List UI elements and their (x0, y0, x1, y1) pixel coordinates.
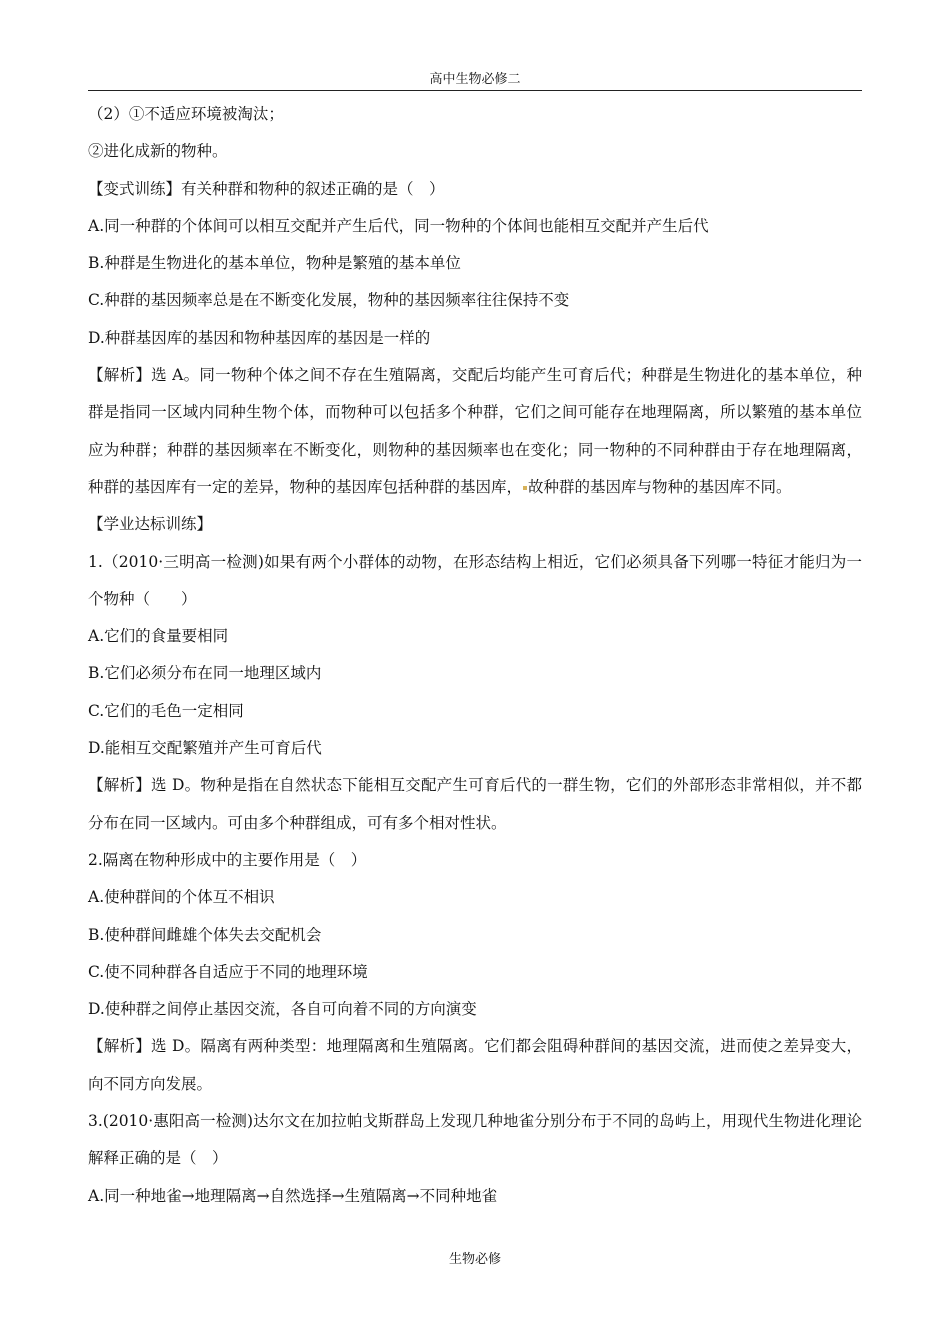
section-heading: 【学业达标训练】 (88, 515, 213, 534)
analysis-1-text: 【解析】选 A。同一物种个体之间不存在生殖隔离，交配后均能产生可育后代；种群是生物进化的基本单位，种群是指同一区域内同种生物个体，而物种可以包括多个种群，它们之间可能存在地理隔离，所以繁殖的基本单位应为种群；种群的基因频率在不断变化，则物种的基因频率也在变化；同一物种的不同种群由于存在地理隔离，种群的基因库有一定的差异，物种的基因库包括种群的基因库， (88, 366, 862, 496)
q2-analysis: 【解析】选 D。隔离有两种类型：地理隔离和生殖隔离。它们都会阻碍种群间的基因交流，进而使之差异变大，向不同方向发展。 (88, 1037, 862, 1093)
question-2: 2.隔离在物种形成中的主要作用是（ ） (88, 850, 367, 869)
option-c: C.种群的基因频率总是在不断变化发展，物种的基因频率往往保持不变 (88, 291, 570, 310)
exercise-question: 【变式训练】有关种群和物种的叙述正确的是（ ） (88, 179, 445, 198)
page-header (88, 72, 862, 91)
q1-option-a: A.它们的食量要相同 (88, 627, 229, 646)
analysis-1-tail: 故种群的基因库与物种的基因库不同。 (528, 477, 792, 496)
option-a: A.同一种群的个体间可以相互交配并产生后代，同一物种的个体间也能相互交配并产生后代 (88, 216, 709, 235)
answer-line-1: （2）①不适应环境被淘汰； (88, 105, 284, 123)
q3-option-a: A.同一种地雀→地理隔离→自然选择→生殖隔离→不同种地雀 (88, 1186, 498, 1205)
ink-speck (523, 486, 527, 490)
page-footer (0, 1248, 950, 1267)
answer-line-2: ②进化成新的物种。 (88, 142, 228, 161)
q1-analysis: 【解析】选 D。物种是指在自然状态下能相互交配产生可育后代的一群生物，它们的外部形态非常相似，并不都分布在同一区域内。可由多个种群组成，可有多个相对性状。 (88, 776, 862, 832)
q2-option-a: A.使种群间的个体互不相识 (88, 888, 275, 907)
q2-option-d: D.使种群之间停止基因交流，各自可向着不同的方向演变 (88, 1000, 477, 1019)
q1-option-b: B.它们必须分布在同一地理区域内 (88, 664, 322, 683)
analysis-paragraph-1 (88, 357, 862, 506)
option-b: B.种群是生物进化的基本单位，物种是繁殖的基本单位 (88, 254, 461, 273)
q2-option-c: C.使不同种群各自适应于不同的地理环境 (88, 962, 368, 981)
question-1: 1.（2010·三明高一检测)如果有两个小群体的动物，在形态结构上相近，它们必须具备下列哪一特征才能归为一个物种（ ） (88, 552, 862, 608)
question-3: 3.(2010·惠阳高一检测)达尔文在加拉帕戈斯群岛上发现几种地雀分别分布于不同的岛屿上，用现代生物进化理论解释正确的是（ ） (88, 1112, 862, 1168)
option-d: D.种群基因库的基因和物种基因库的基因是一样的 (88, 328, 431, 347)
header-title: 高中生物必修二 (429, 72, 521, 87)
footer-text: 生物必修 (448, 1252, 501, 1267)
q2-option-b: B.使种群间雌雄个体失去交配机会 (88, 925, 322, 944)
q1-option-c: C.它们的毛色一定相同 (88, 701, 244, 720)
document-body (88, 96, 862, 1215)
q1-option-d: D.能相互交配繁殖并产生可育后代 (88, 739, 322, 758)
